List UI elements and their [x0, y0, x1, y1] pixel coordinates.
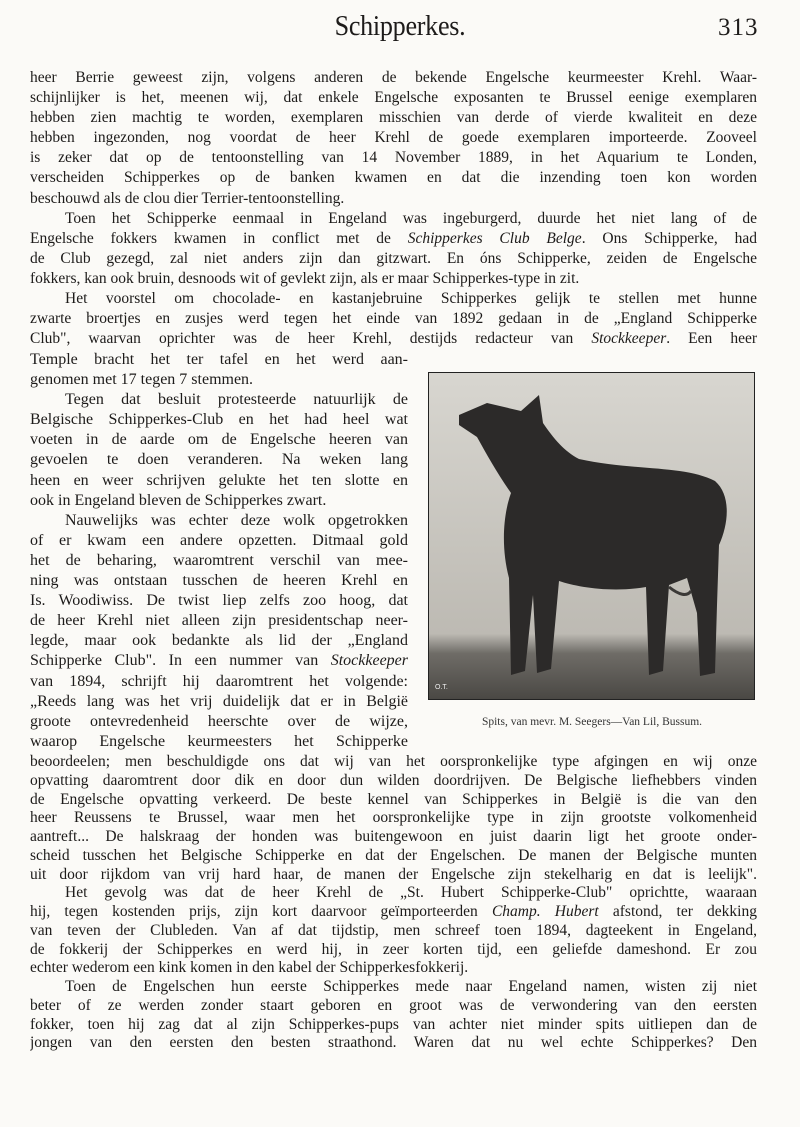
text-line: legde, maar ook bedankte als lid der „England	[30, 632, 408, 650]
text-line: beter of ze werden zonder staart geboren en groot was de verwondering van den eersten	[30, 996, 757, 1014]
italic-title: Champ. Hubert	[491, 903, 599, 920]
text-line: zwarte broertjes en zusjes werd tegen het einde van 1892 gedaan in de „England Schipperke	[30, 310, 757, 328]
text-line	[30, 903, 757, 922]
text-block-top	[30, 68, 757, 349]
text-line: echter wederom een kink komen in den kabel der Schipperkesfokkerij.	[30, 959, 469, 977]
text-line: fokkers, kan ook bruin, desnoods wit of gevlekt zijn, als er maar Schipperkes-type in zit.	[30, 269, 580, 287]
text-line: Temple bracht het ter tafel en het werd aan-	[30, 351, 408, 368]
text-line: aantreft... De halskraag der honden was buitengewoon en juist daarin ligt het groote onder-	[30, 828, 757, 845]
text-line: groote ontevredenheid heerschte over de wijze,	[30, 712, 408, 730]
text-line: „Reeds lang was het vrij duidelijk dat er in België	[30, 692, 408, 710]
text-line: ning was ontstaan tusschen de heeren Krehl en	[30, 572, 408, 590]
text-line: is zeker dat op de tentoonstelling van 14 November 1889, in het Aquarium te Londen,	[30, 149, 757, 167]
page-number: 313	[718, 14, 759, 41]
text-line: Het voorstel om chocolade- en kastanjebruine Schipperkes gelijk te stellen met hunne	[65, 290, 757, 308]
text-line: opvatting daaromtrent door dik en door dun wilden doordrijven. De Belgische liefhebbers vinden	[30, 771, 757, 789]
text-segment: Club", waarvan oprichter was de heer Krehl, destijds redacteur van	[30, 330, 592, 348]
text-line: Is. Woodiwiss. De twist liep zelfs zoo hoog, dat	[30, 592, 408, 610]
text-line: verscheiden Schipperkes op de banken kwamen en dat die inzending toen kon worden	[30, 169, 757, 187]
text-line: uit door rijkdom van vrij hard haar, de manen der Engelsche zijn stekelharig en dat is leelijk".	[30, 865, 757, 883]
text-line: de Club gezegd, zal niet anders zijn dan gitzwart. En óns Schipperke, zeiden de Engelsche	[30, 249, 757, 267]
text-line: Tegen dat besluit protesteerde natuurlijk de	[65, 391, 408, 409]
text-block-narrow-column	[30, 350, 408, 752]
text-line: heer Reussens te Brussel, waar men het oorspronkelijke type in zijn grootste volkomenheid	[30, 809, 757, 827]
text-line: Toen de Engelschen hun eerste Schipperkes mede naar Engeland namen, wisten zij niet	[65, 978, 757, 995]
text-line: schijnlijker is het, meenen wij, dat enkele Engelsche exposanten te Brussel eenige exemplaren	[30, 89, 757, 107]
text-line	[30, 651, 408, 671]
text-line: heer Berrie geweest zijn, volgens anderen de bekende Engelsche keurmeester Krehl. Waar-	[30, 69, 757, 86]
text-line: het de beharing, waaromtrent verschil van mee-	[30, 551, 408, 569]
text-line: voeten in de aarde om de Engelsche heeren van	[30, 431, 408, 449]
italic-title: Stockkeeper	[330, 652, 408, 670]
text-line: hebben zien machtig te worden, exemplaren misschien van derde of vierde kwaliteit en deze	[30, 109, 757, 127]
italic-title: Schipperkes Club Belge	[407, 229, 582, 247]
text-line: beoordeelen; men beschuldigde ons dat wij van het oorspronkelijke type afgingen en wij onze	[30, 753, 757, 770]
running-title: Schipperkes.	[334, 10, 466, 42]
text-block-bottom	[30, 753, 757, 1053]
text-line: waarop Engelsche keurmeesters het Schipperke	[30, 732, 408, 750]
text-line: Belgische Schipperkes-Club en het had heel wat	[30, 411, 408, 429]
text-line: ook in Engeland bleven de Schipperkes zwart.	[30, 491, 327, 509]
text-line: of er kwam een andere opzetten. Ditmaal gold	[30, 531, 408, 549]
text-line: de heer Krehl niet alleen zijn presidentschap neer-	[30, 612, 408, 630]
text-line: fokker, toen hij zag dat al zijn Schipperkes-pups van achter niet minder spits uitliepen dan de	[30, 1015, 757, 1033]
text-segment: . Een heer	[666, 330, 757, 348]
text-line	[30, 329, 757, 349]
text-line: scheid tusschen het Belgische Schipperke en dat der Engelschen. De manen der Belgische munten	[30, 846, 757, 864]
text-line: beschouwd als de clou dier Terrier-tentoonstelling.	[30, 189, 345, 207]
text-segment: Engelsche fokkers kwamen in conflict met de	[30, 229, 408, 247]
text-line: van 1894, schrijft hij daaromtrent het volgende:	[30, 672, 408, 690]
italic-title: Stockkeeper	[591, 330, 667, 348]
text-segment: hij, tegen kostenden prijs, zijn kort daarvoor geïmporteerden	[30, 903, 492, 920]
photo-credit-mark: O.T.	[435, 684, 448, 691]
text-line: de Engelsche opvatting verkeerd. De beste kennel van Schipperkes in België is die van den	[30, 790, 757, 808]
text-line: jongen van den eersten den besten straathond. Waren dat nu wel echte Schipperkes? Den	[30, 1034, 757, 1052]
text-line: gevoelen te doen veranderen. Na weken lang	[30, 451, 408, 469]
dog-photograph	[428, 372, 755, 700]
text-segment: . Ons Schipperke, had	[581, 229, 757, 247]
schipperke-dog-image	[429, 373, 754, 699]
text-line: van teven der Clubleden. Van af dat tijdstip, men schreef toen 1894, dagteekent in Engeland,	[30, 921, 757, 939]
text-line: hebben ingezonden, nog voordat de heer Krehl de goede exemplaren importeerde. Zooveel	[30, 129, 757, 147]
text-line: genomen met 17 tegen 7 stemmen.	[30, 371, 254, 389]
figure-caption: Spits, van mevr. M. Seegers—Van Lil, Bussum.	[481, 716, 703, 728]
text-line: heen en weer schrijven gelukte het ten slotte en	[30, 471, 408, 489]
text-line	[30, 229, 757, 249]
text-line: Het gevolg was dat de heer Krehl de „St. Hubert Schipperke-Club" oprichtte, waaraan	[65, 884, 757, 902]
text-segment: Schipperke Club". In een nummer van	[30, 652, 331, 670]
text-line: Nauwelijks was echter deze wolk opgetrokken	[65, 511, 408, 529]
text-line: Toen het Schipperke eenmaal in Engeland was ingeburgerd, duurde het niet lang of de	[65, 209, 757, 227]
text-segment: afstond, ter dekking	[598, 903, 757, 920]
text-line: de fokkerij der Schipperkes en werd hij, in zeer korten tijd, een geliefde dameshond. Er zou	[30, 940, 757, 958]
